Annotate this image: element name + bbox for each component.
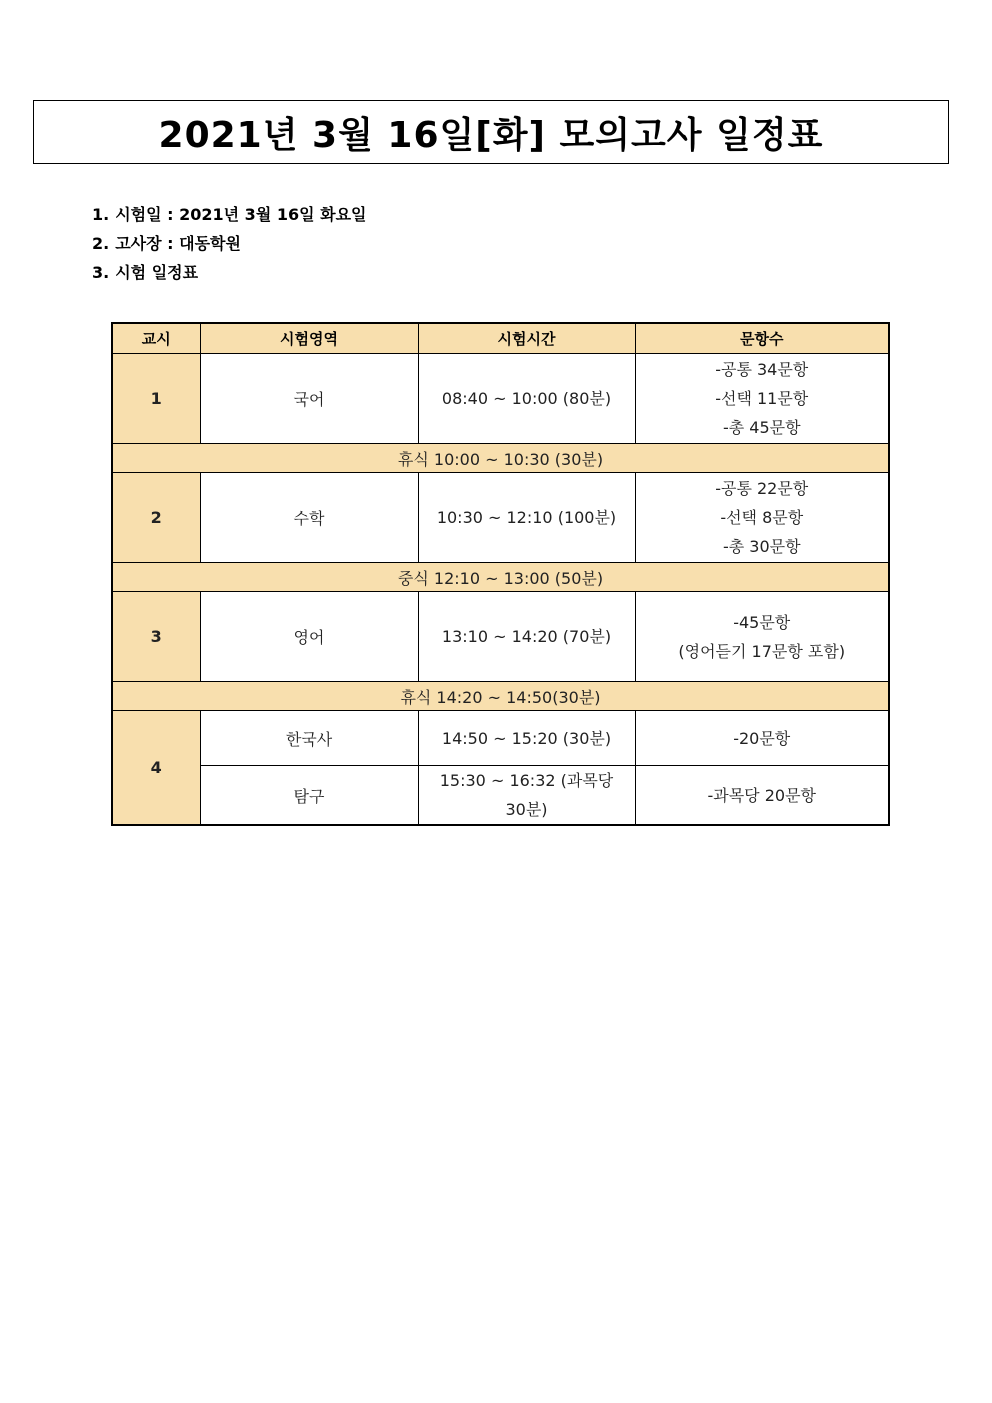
questions-cell: -20문항 <box>635 711 889 766</box>
time-cell: 10:30 ~ 12:10 (100분) <box>418 473 635 563</box>
questions-cell <box>635 354 889 444</box>
info-number: 3. <box>92 263 110 282</box>
title-box <box>33 100 949 164</box>
subject-cell: 영어 <box>200 592 418 682</box>
subject-cell: 국어 <box>200 354 418 444</box>
info-text: 시험일 : 2021년 3월 16일 화요일 <box>115 205 367 224</box>
info-item-venue <box>92 229 373 258</box>
info-text: 시험 일정표 <box>115 263 199 282</box>
question-line: -선택 8문항 <box>720 508 804 527</box>
lunch-cell: 중식 12:10 ~ 13:00 (50분) <box>112 563 889 592</box>
break-cell: 휴식 10:00 ~ 10:30 (30분) <box>112 444 889 473</box>
time-line: 30분) <box>505 800 548 819</box>
questions-cell <box>635 473 889 563</box>
period-cell: 3 <box>112 592 200 682</box>
questions-cell <box>635 592 889 682</box>
period-cell: 4 <box>112 711 200 826</box>
header-time: 시험시간 <box>418 323 635 354</box>
time-cell: 14:50 ~ 15:20 (30분) <box>418 711 635 766</box>
table-row <box>112 592 889 682</box>
period-cell: 2 <box>112 473 200 563</box>
lunch-row <box>112 563 889 592</box>
question-line: -총 30문항 <box>722 537 801 556</box>
header-questions: 문항수 <box>635 323 889 354</box>
info-item-schedule <box>92 258 373 287</box>
questions-cell: -과목당 20문항 <box>635 766 889 826</box>
table-header-row <box>112 323 889 354</box>
time-cell: 08:40 ~ 10:00 (80분) <box>418 354 635 444</box>
time-line: 15:30 ~ 16:32 (과목당 <box>439 771 614 790</box>
table-row <box>112 766 889 826</box>
question-line: -공통 34문항 <box>715 360 809 379</box>
time-cell: 13:10 ~ 14:20 (70분) <box>418 592 635 682</box>
question-line: -45문항 <box>733 612 791 632</box>
break-cell: 휴식 14:20 ~ 14:50(30분) <box>112 682 889 711</box>
table-row <box>112 354 889 444</box>
header-period: 교시 <box>112 323 200 354</box>
info-text: 고사장 : 대동학원 <box>115 234 241 253</box>
question-line: -공통 22문항 <box>715 479 809 498</box>
break-row <box>112 682 889 711</box>
table-row <box>112 711 889 766</box>
page-title: 2021년 3월 16일[화] 모의고사 일정표 <box>158 114 824 156</box>
question-line: (영어듣기 17문항 포함) <box>678 641 846 661</box>
info-list <box>92 200 373 287</box>
break-row <box>112 444 889 473</box>
subject-cell: 수학 <box>200 473 418 563</box>
header-subject: 시험영역 <box>200 323 418 354</box>
info-number: 1. <box>92 205 110 224</box>
question-line: -총 45문항 <box>722 418 801 437</box>
subject-cell: 한국사 <box>200 711 418 766</box>
question-line: -선택 11문항 <box>715 389 809 408</box>
time-cell <box>418 766 635 826</box>
period-cell: 1 <box>112 354 200 444</box>
schedule-table <box>111 322 890 826</box>
subject-cell: 탐구 <box>200 766 418 826</box>
table-row <box>112 473 889 563</box>
info-number: 2. <box>92 234 110 253</box>
info-item-date <box>92 200 373 229</box>
